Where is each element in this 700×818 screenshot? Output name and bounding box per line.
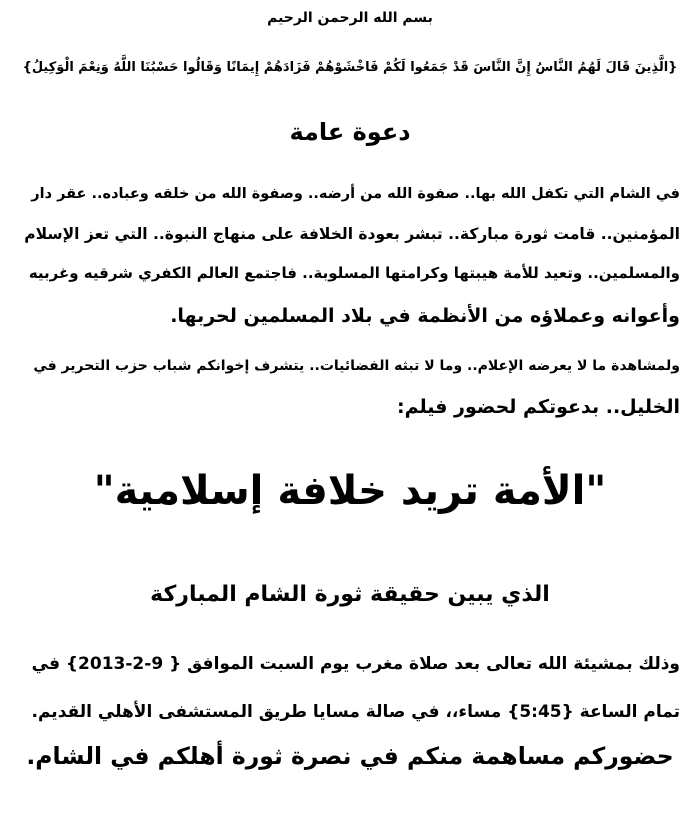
invitation-title: دعوة عامة (289, 118, 411, 146)
closing-statement: حضوركم مساهمة منكم في نصرة ثورة أهلكم في الشام. (26, 742, 674, 770)
paragraph1-line: في الشام التي تكفل الله بها.. صفوة الله من أرضه.. وصفوة الله من خلقه وعباده.. عقر دار (31, 186, 680, 202)
basmala: بسم الله الرحمن الرحيم (267, 10, 433, 26)
quran-verse: {الَّذِينَ قَالَ لَهُمُ النَّاسُ إِنَّ النَّاسَ قَدْ جَمَعُوا لَكُمْ فَاخْشَوْهُمْ فَزَادَهُمْ إِيمَانًا وَقَالُوا حَسْبُنَا اللَّهُ وَنِعْمَ الْوَكِيلُ} (22, 60, 678, 75)
film-subtitle: الذي يبين حقيقة ثورة الشام المباركة (150, 582, 550, 607)
film-title: "الأمة تريد خلافة إسلامية" (93, 468, 607, 514)
event-details-line: تمام الساعة {5:45} مساء،، في صالة مسايا طريق المستشفى الأهلي القديم. (31, 702, 680, 722)
paragraph1-line: المؤمنين.. قامت ثورة مباركة.. تبشر بعودة الخلافة على منهاج النبوة.. التي تعز الإسلام (24, 225, 680, 243)
paragraph2-line: الخليل.. بدعوتكم لحضور فيلم: (396, 396, 680, 418)
paragraph1-line: وأعوانه وعملاؤه من الأنظمة في بلاد المسلمين لحربها. (170, 305, 680, 327)
paragraph2-line: ولمشاهدة ما لا يعرضه الإعلام.. وما لا تبثه الفضائيات.. يتشرف إخوانكم شباب حزب التحرير في (33, 358, 680, 374)
event-details-line: وذلك بمشيئة الله تعالى بعد صلاة مغرب يوم السبت الموافق { 9-2-2013} في (31, 654, 680, 674)
paragraph1-line: والمسلمين.. وتعيد للأمة هيبتها وكرامتها المسلوبة.. فاجتمع العالم الكفري شرقيه وغربيه (28, 264, 680, 282)
